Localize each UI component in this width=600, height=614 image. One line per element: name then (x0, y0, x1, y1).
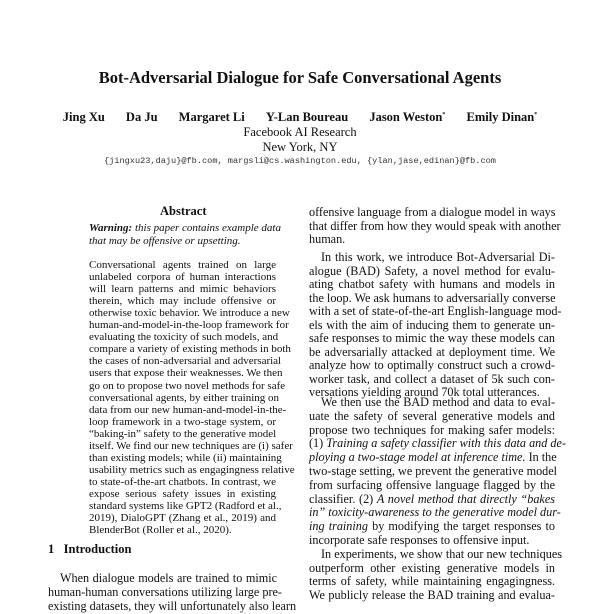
author: Jason Weston* (369, 110, 446, 124)
text-line: In this work, we introduce Bot-Adversarial Di- (321, 250, 555, 264)
text-line: We then use the BAD method and data to eval- (321, 395, 555, 409)
text-segment: A novel method that directly “bakes (376, 491, 555, 506)
abstract-heading: Abstract (160, 204, 207, 218)
text-line: that differ from how they would speak with another (309, 218, 561, 233)
text-line: from surfacing offensive language flagged by the (309, 477, 555, 492)
author: Emily Dinan* (466, 110, 538, 124)
text-segment: ing training (309, 519, 368, 534)
affiliation: Facebook AI Research (243, 125, 357, 139)
text-line: otherwise toxic behavior. We introduce a new (89, 307, 290, 320)
text-line: existing datasets, they will unfortunately also learn (48, 598, 297, 613)
text-line: worker task, and collect a dataset of 5k such con- (309, 371, 555, 386)
text-line: with a set of state-of-the-art English-language mod- (309, 304, 562, 318)
text-line (309, 450, 555, 465)
text-line: evaluating the toxicity of such models, and (89, 331, 279, 344)
text-line: standard systems like GPT2 (Radford et al., (89, 500, 282, 512)
paper-title: Bot-Adversarial Dialogue for Safe Conversational Agents (98, 68, 502, 87)
text-line: to state-of-the-art chatbots. In contrast, we (89, 475, 276, 488)
text-line: expose serious safety issues in existing (89, 487, 276, 500)
text-line: outperform other existing generative models in (309, 560, 555, 575)
text-line: alogue (BAD) Safety, a novel method for evalu- (309, 263, 555, 278)
text-line: “baking-in” safety to the generative model (89, 427, 277, 440)
text-line: In experiments, we show that our new techniques (321, 546, 562, 561)
text-line (309, 519, 555, 534)
text-line: itself. We find our new techniques are (i) safer (89, 439, 293, 452)
text-segment: this paper contains example data (132, 222, 281, 234)
text-line: than existing models; while (ii) maintaining (89, 451, 282, 464)
author-emails: {jingxu23,daju}@fb.com, margsli@cs.washington.edu, {ylan,jase,edinan}@fb.com (104, 156, 496, 166)
text-segment: (1) (309, 436, 327, 451)
text-line: BlenderBot (Roller et al., 2020). (89, 524, 232, 537)
author: Jing Xu (62, 110, 105, 124)
text-segment: that may be offensive or upsetting. (89, 235, 241, 247)
text-line: two-stage setting, we prevent the generative model (309, 464, 558, 478)
text-line: will learn patterns and mimic behaviors (89, 283, 276, 296)
text-segment: In the (525, 450, 557, 465)
text-line: versations yielding around 70k total utterances. (309, 385, 540, 399)
text-segment: Warning: (89, 222, 133, 234)
text-line (89, 235, 276, 247)
text-segment: classifier. (2) (309, 491, 377, 506)
text-segment: in” toxicity-awareness to the generative model dur- (309, 505, 561, 520)
text-line: the cases of non-adversarial and adversarial (89, 355, 282, 368)
text-line: We publicly release the BAD training and evalua- (309, 588, 555, 603)
section-heading-introduction: 1 Introduction (48, 542, 132, 556)
text-line: be adversarially attacked at deployment time. We (309, 344, 555, 359)
text-line: propose two techniques for making safer models: (309, 422, 555, 437)
text-line: safe responses to mimic the way these models can (309, 331, 555, 345)
text-line: go on to propose two novel methods for safe (89, 379, 286, 392)
text-line: unlabeled corpora of human interactions (89, 271, 276, 284)
text-line: terms of safety, while maintaining engagingness. (309, 574, 555, 589)
text-segment: ploying a two-stage model at inference time. (309, 450, 526, 465)
text-segment: Training a safety classifier with this data and de- (326, 436, 566, 451)
text-line: loop framework in a two-stage system, or (89, 415, 276, 428)
text-line: compare a variety of existing methods in both (89, 343, 291, 356)
author-list (0, 110, 600, 125)
text-line: human-and-model-in-the-loop framework for (89, 319, 289, 332)
location: New York, NY (262, 140, 338, 154)
text-line: conversational agents, by either training on (89, 391, 279, 404)
text-line: When dialogue models are trained to mimic (60, 571, 277, 585)
text-line: human-human conversations utilizing large pre- (48, 584, 282, 599)
text-segment: by modifying the target responses to (367, 519, 555, 534)
text-line (309, 505, 561, 520)
text-line: users that expose their weaknesses. We then (89, 367, 283, 380)
text-line: the loop. We ask humans to adversarially converse (309, 290, 556, 305)
text-line: usability metrics such as engagingness relative (89, 463, 295, 476)
text-line: offensive language from a dialogue model in ways (309, 205, 556, 219)
text-line: els with the aim of inducing them to generate un- (309, 317, 555, 332)
text-line: ating chatbot safety with humans and models in (309, 277, 555, 291)
text-line (309, 492, 555, 507)
text-line: incorporate safe responses to offensive input. (309, 533, 530, 547)
text-line: therein, which may include offensive or (89, 295, 276, 308)
text-line (309, 436, 566, 451)
text-line: analyze how to optimally construct such a crowd- (309, 358, 555, 372)
text-line (89, 222, 281, 234)
author: Y-Lan Boureau (265, 110, 349, 124)
author: Da Ju (125, 110, 158, 124)
author: Margaret Li (178, 110, 245, 124)
text-line: 2019), DialoGPT (Zhang et al., 2019) and (89, 512, 276, 525)
text-line: human. (309, 232, 346, 246)
text-line: uate the safety of several generative models and (309, 408, 555, 423)
text-line: Conversational agents trained on large (89, 259, 276, 271)
text-line: data from our new human-and-model-in-the- (89, 403, 287, 416)
